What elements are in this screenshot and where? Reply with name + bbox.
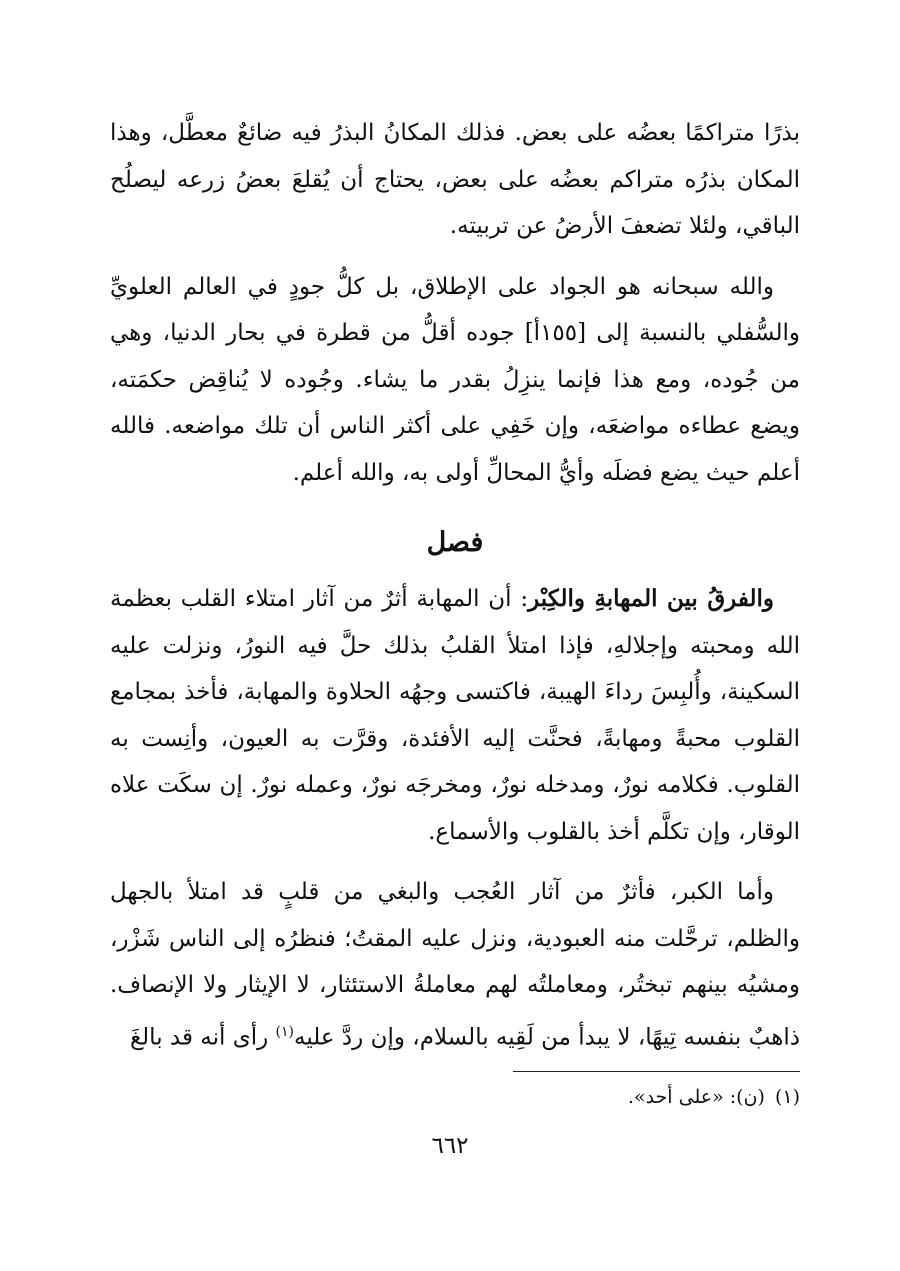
paragraph-arrogance [110,869,800,1061]
page-number: ٦٦٢ [431,1133,469,1159]
paragraph-seed: بذرًا متراكمًا بعضُه على بعض. فذلك المكانُ البذرُ فيه ضائعٌ معطَّل، وهذا المكان بذرُه متراكم بعضُه على بعض، يحتاج أن يُقلعَ بعضُ زرعه ليصلُح الباقي، ولئلا تضعفَ الأرضُ عن تربيته. [110,120,800,239]
page-body [110,110,800,1075]
paragraph-majesty [110,576,800,855]
footnote [628,1080,800,1114]
paragraph-majesty-lead: والفرقُ بين المهابةِ والكِبْر [528,585,775,612]
paragraph-majesty-body: : أن المهابة أثرٌ من آثار امتلاء القلب بعظمة الله ومحبته وإجلالهِ، فإذا امتلأ القلبُ بذلك حلَّ فيه النورُ، ونزلت عليه السكينة، وأُلبِسَ رداءَ الهيبة، فاكتسى وجهُه الحلاوة والمهابة، فأخذ بمجامع القلوب محبةً ومهابةً، فحنَّت إليه الأفئدة، وقرَّت به العيون، وأنِست به القلوب. فكلامه نورٌ، ومدخله نورٌ، ومخرجَه نورٌ، وعمله نورٌ. إن سكَت علاه الوقار، وإن تكلَّم أخذ بالقلوب والأسماع. [110,586,800,845]
footnote-separator [513,1071,800,1072]
footnote-marker[interactable]: (١) [275,1023,294,1040]
paragraph-arrogance-body: وأما الكبر، فأثرٌ من آثار العُجب والبغي من قلبٍ قد امتلأ بالجهل والظلم، ترحَّلت منه العبودية، ونزل عليه المقتُ؛ فنظرُه إلى الناس شَزْر، ومشيُه بينهم تبختُر، ومعاملتُه لهم معاملةُ الاستئثار، لا الإيثار ولا الإنصاف. ذاهبٌ بنفسه تِيهًا، لا يبدأ من لَقِيه بالسلام، وإن ردَّ عليه [110,879,800,1051]
paragraph-arrogance-tail: رأى أنه قد بالغَ [129,1024,276,1051]
footnote-number: (١) [774,1086,800,1108]
footnote-text: (ن): «على أحد». [627,1086,765,1108]
section-title: فصل [426,527,484,558]
paragraph-generosity: والله سبحانه هو الجواد على الإطلاق، بل كلُّ جودٍ في العالم العلويِّ والسُّفلي بالنسبة إلى [١٥٥أ] جوده أقلُّ من قطرة في بحار الدنيا، وهي من جُوده، ومع هذا فإنما ينزِلُ بقدر ما يشاء. وجُوده لا يُناقِض حكمَته، ويضع عطاءه مواضعَه، وإن خَفِي على أكثر الناس أن تلك مواضعه. فالله أعلم حيث يضع فضلَه وأيُّ المحالِّ أولى به، والله أعلم. [110,273,800,486]
